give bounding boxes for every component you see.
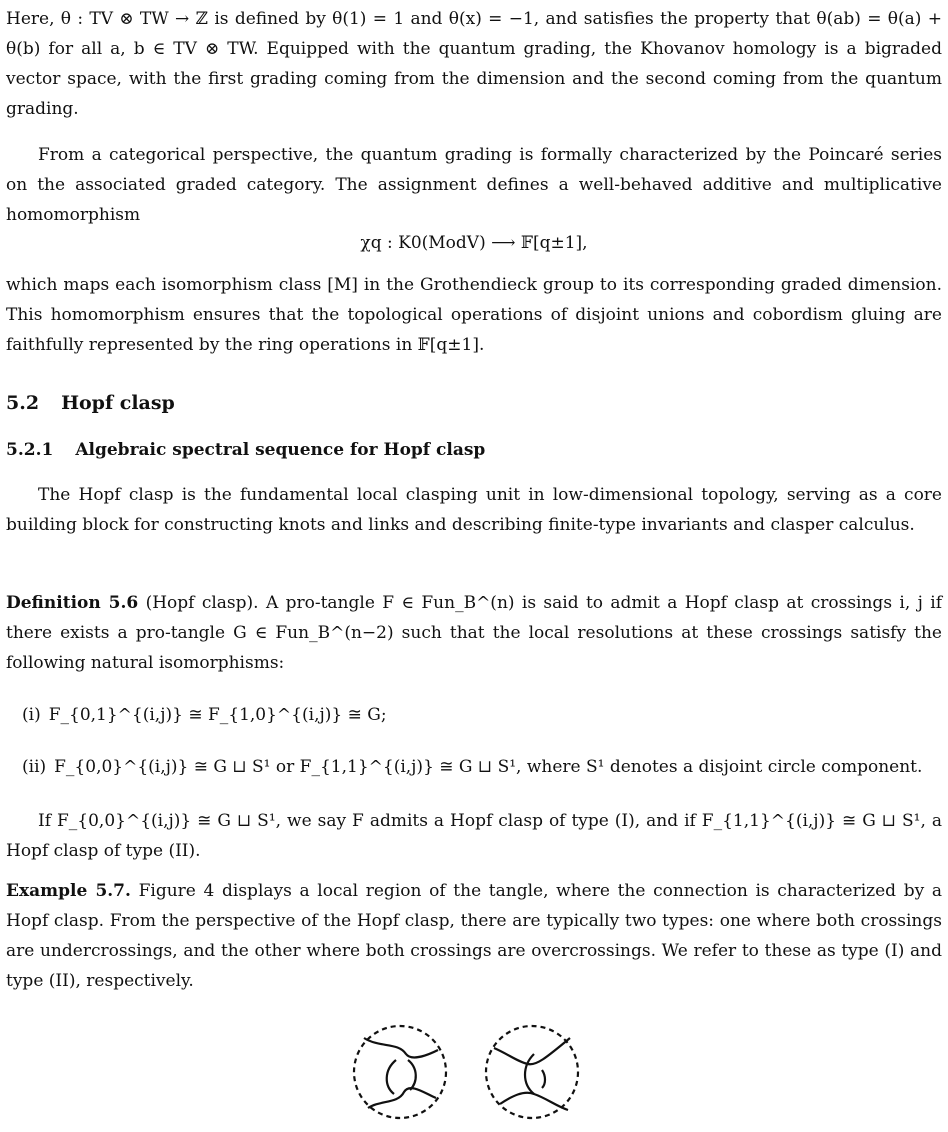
strand-bottom — [368, 1088, 436, 1108]
list-item — [22, 700, 387, 730]
list-item-text: F_{0,0}^{(i,j)} ≅ G ⊔ S¹ or F_{1,1}^{(i,j)} ≅ G ⊔ S¹, where S¹ denotes a disjoint circle component. — [54, 757, 923, 777]
dashed-boundary-circle — [486, 1026, 578, 1118]
paragraph-categorical-text: From a categorical perspective, the quantum grading is formally characterized by the Poincaré series on the associated graded category. The assignment defines a well-behaved additive and multiplicative homomorphism — [6, 145, 942, 225]
paragraph-types-text: If F_{0,0}^{(i,j)} ≅ G ⊔ S¹, we say F admits a Hopf clasp of type (I), and if F_{1,1}^{(i,j)} ≅ G ⊔ S¹, a Hopf clasp of type (II). — [6, 811, 942, 861]
paragraph-types — [6, 806, 942, 866]
definition-name: (Hopf clasp). — [145, 593, 259, 613]
example-paragraph — [6, 876, 942, 996]
list-item-text: F_{0,1}^{(i,j)} ≅ F_{1,0}^{(i,j)} ≅ G; — [48, 705, 387, 725]
definition-text: A pro-tangle F ∈ Fun_B^(n) is said to admit a Hopf clasp at crossings i, j if there exists a pro-tangle G ∈ Fun_B^(n−2) such that the local resolutions at these crossings satisfy the following natural isomorphisms: — [6, 593, 942, 673]
paragraph-hopf-intro — [6, 480, 942, 540]
subsection-heading — [6, 440, 485, 460]
paragraph-theta — [6, 4, 942, 124]
section-title: Hopf clasp — [61, 392, 175, 414]
example-text: Figure 4 displays a local region of the tangle, where the connection is characterized by a Hopf clasp. From the perspective of the Hopf clasp, there are typically two types: one where both crossings are undercrossings, and the other where both crossings are overcrossings. We refer to these as type (I) and type (II), respectively. — [6, 881, 942, 991]
strand-right-arc — [542, 1070, 545, 1088]
paragraph-grothendieck-text: which maps each isomorphism class [M] in the Grothendieck group to its corresponding graded dimension. This homomorphism ensures that the topological operations of disjoint unions and cobordism gluing are faithfully represented by the ring operations in 𝔽[q±1]. — [6, 275, 942, 355]
section-heading — [6, 392, 175, 414]
definition-block — [6, 588, 942, 678]
subsection-number: 5.2.1 — [6, 440, 54, 460]
strand-top — [494, 1038, 570, 1064]
paragraph-theta-text: Here, θ : TV ⊗ TW → ℤ is defined by θ(1) = 1 and θ(x) = −1, and satisfies the property that θ(ab) = θ(a) + θ(b) for all a, b ∈ TV ⊗ TW. Equipped with the quantum grading, the Khovanov homology is a bigraded vector space, with the first grading coming from the dimension and the second coming from the quantum grading. — [6, 9, 942, 119]
list-item — [22, 752, 922, 782]
strand-left-arc — [387, 1060, 396, 1094]
hopf-clasp-figure — [340, 1024, 600, 1132]
section-number: 5.2 — [6, 392, 40, 414]
example-block — [6, 876, 942, 996]
strand-left-arc — [525, 1054, 534, 1094]
example-label: Example 5.7. — [6, 881, 131, 901]
hopf-clasp-type-i — [354, 1026, 446, 1118]
strand-right-arc — [408, 1060, 416, 1090]
paragraph-grothendieck — [6, 270, 942, 360]
definition-label: Definition 5.6 — [6, 593, 139, 613]
list-item-label: (ii) — [22, 757, 47, 777]
strand-top — [364, 1038, 438, 1057]
definition-paragraph — [6, 588, 942, 678]
paragraph-hopf-intro-text: The Hopf clasp is the fundamental local clasping unit in low-dimensional topology, serving as a core building block for constructing knots and links and describing finite-type invariants and clasper calculus. — [6, 485, 942, 535]
hopf-clasp-type-ii — [486, 1026, 578, 1118]
subsection-title: Algebraic spectral sequence for Hopf clasp — [75, 440, 486, 460]
paragraph-categorical — [6, 140, 942, 230]
strand-bottom — [500, 1093, 568, 1110]
list-item-label: (i) — [22, 705, 41, 725]
equation-chi-text: χq : K0(ModV) ⟶ 𝔽[q±1], — [360, 233, 588, 253]
equation-chi — [6, 228, 942, 258]
